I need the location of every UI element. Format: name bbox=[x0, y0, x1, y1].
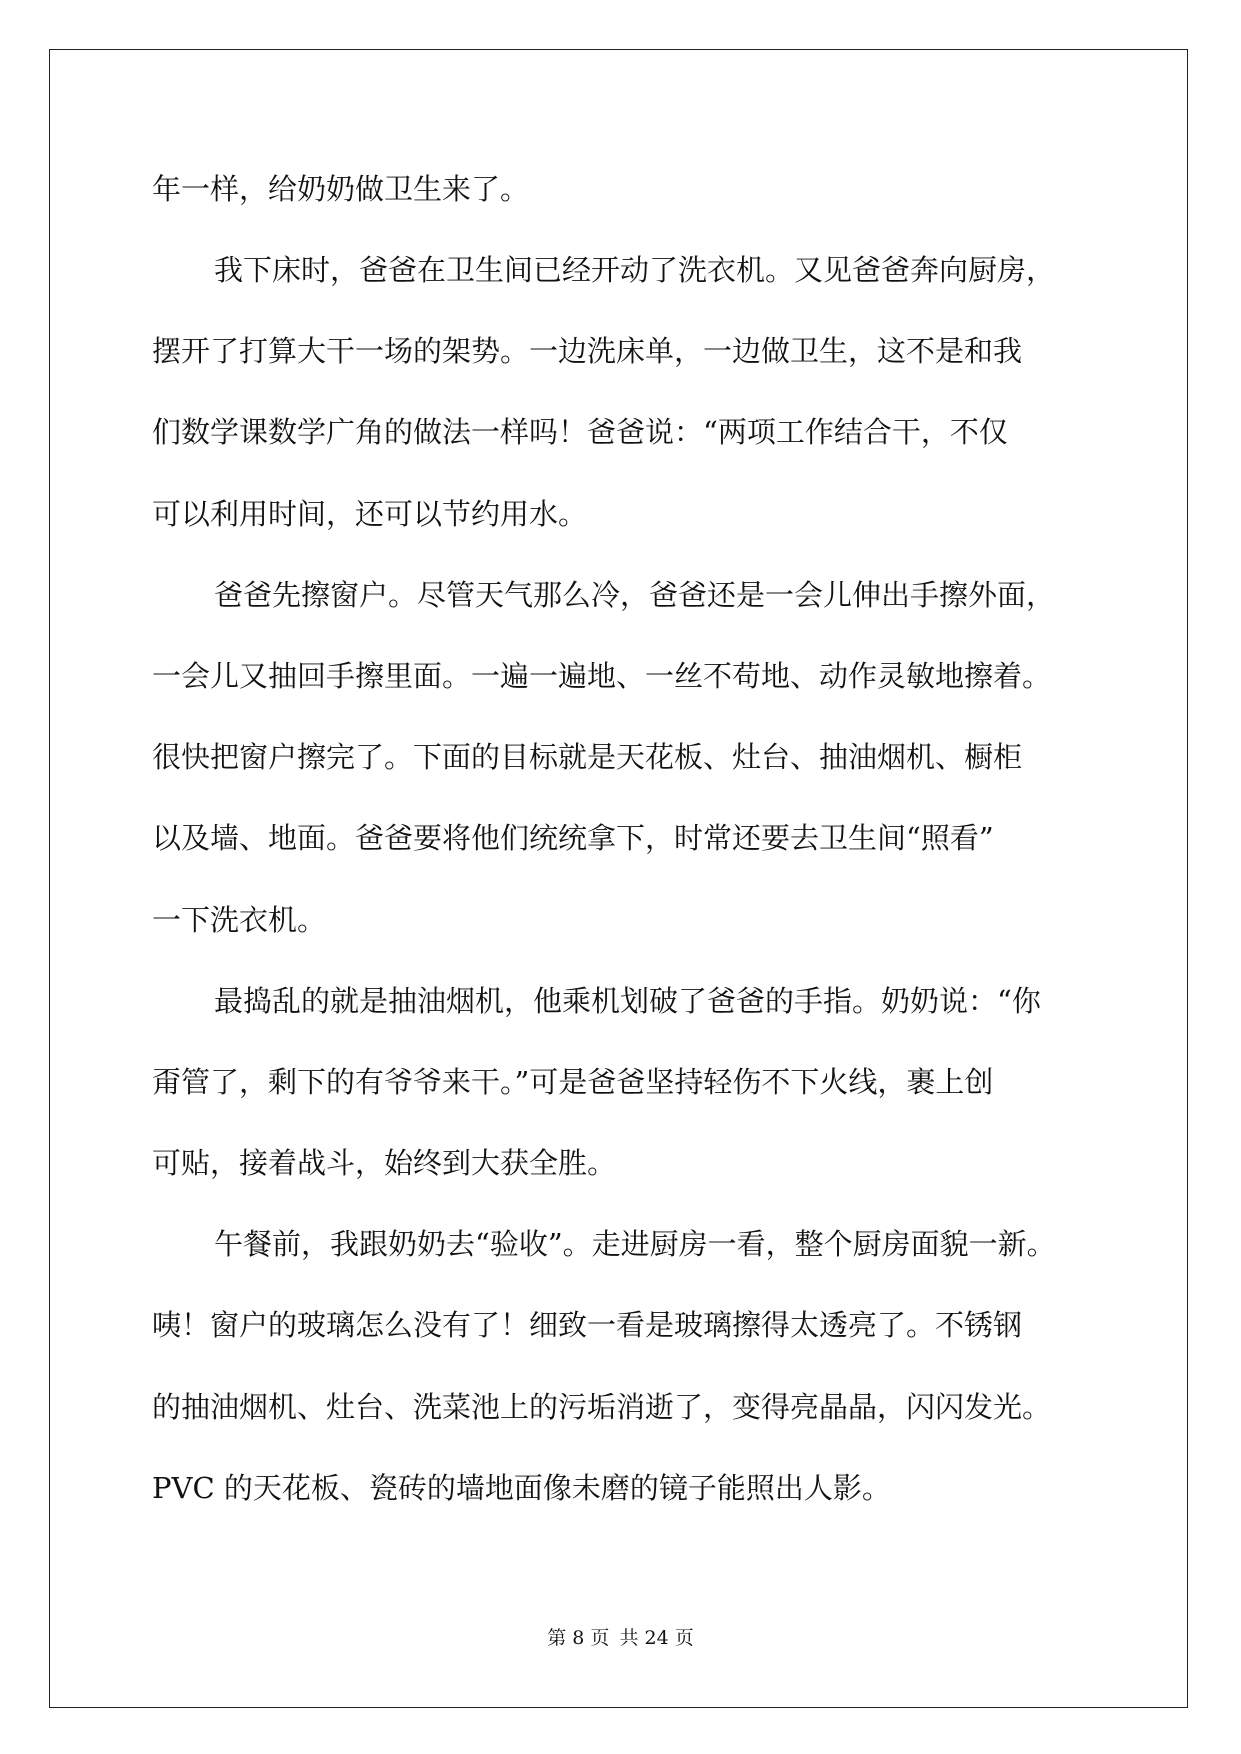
text-line: 以及墙、地面。爸爸要将他们统统拿下，时常还要去卫生间“照看” bbox=[152, 821, 994, 855]
text-line: 很快把窗户擦完了。下面的目标就是天花板、灶台、抽油烟机、橱柜 bbox=[152, 740, 1023, 774]
text-line: 午餐前，我跟奶奶去“验收”。走进厨房一看，整个厨房面貌一新。 bbox=[214, 1227, 1056, 1261]
page-number: 第 8 页 bbox=[547, 1627, 610, 1649]
text-line: 一下洗衣机。 bbox=[152, 903, 327, 937]
page-total: 共 24 页 bbox=[619, 1627, 694, 1649]
page-border bbox=[49, 49, 1188, 1708]
text-line: 可贴，接着战斗，始终到大获全胜。 bbox=[152, 1146, 617, 1180]
text-line: 摆开了打算大干一场的架势。一边洗床单，一边做卫生，这不是和我 bbox=[152, 334, 1023, 368]
text-line: 年一样，给奶奶做卫生来了。 bbox=[152, 172, 530, 206]
text-line: PVC 的天花板、瓷砖的墙地面像未磨的镜子能照出人影。 bbox=[152, 1471, 891, 1505]
text-line: 可以利用时间，还可以节约用水。 bbox=[152, 497, 588, 531]
text-line: 甭管了，剩下的有爷爷来干。”可是爸爸坚持轻伤不下火线，裹上创 bbox=[152, 1065, 994, 1099]
page-footer bbox=[0, 1623, 1241, 1650]
text-line: 爸爸先擦窗户。尽管天气那么冷，爸爸还是一会儿伸出手擦外面， bbox=[214, 578, 1056, 612]
text-line: 一会儿又抽回手擦里面。一遍一遍地、一丝不苟地、动作灵敏地擦着。 bbox=[152, 659, 1052, 693]
text-line: 们数学课数学广角的做法一样吗！爸爸说：“两项工作结合干，不仅 bbox=[152, 415, 1008, 449]
text-line: 我下床时，爸爸在卫生间已经开动了洗衣机。又见爸爸奔向厨房， bbox=[214, 253, 1056, 287]
text-line: 最捣乱的就是抽油烟机，他乘机划破了爸爸的手指。奶奶说：“你 bbox=[214, 984, 1041, 1018]
text-line: 咦！窗户的玻璃怎么没有了！细致一看是玻璃擦得太透亮了。不锈钢 bbox=[152, 1308, 1023, 1342]
text-line: 的抽油烟机、灶台、洗菜池上的污垢消逝了，变得亮晶晶，闪闪发光。 bbox=[152, 1390, 1052, 1424]
